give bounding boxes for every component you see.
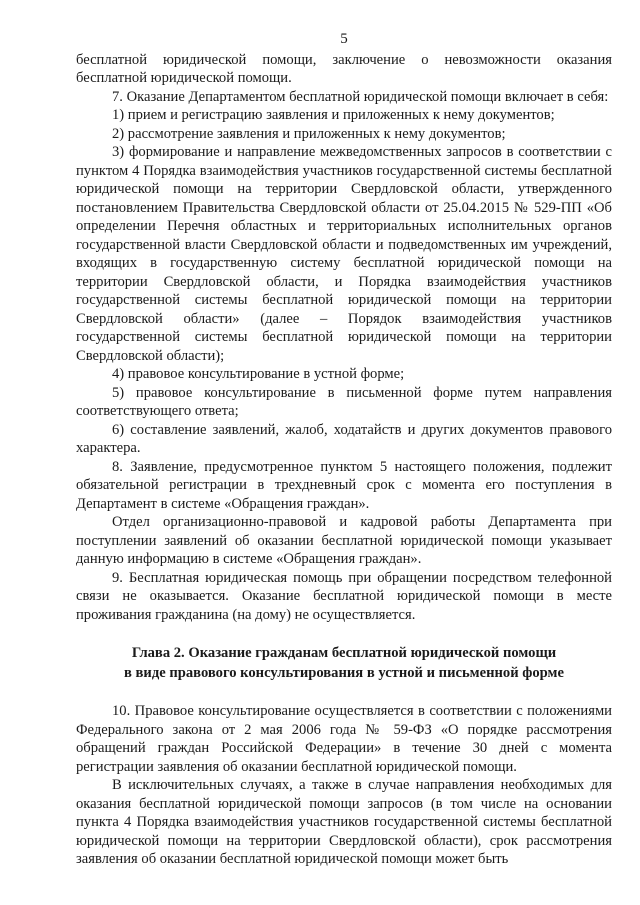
paragraph-item-9: 9. Бесплатная юридическая помощь при обращении посредством телефонной связи не оказывается. Оказание бесплатной юридической помощи в месте проживания гражданина (на дому) не осуществляется.	[76, 569, 612, 623]
list-item-4: 4) правовое консультирование в устной форме;	[112, 366, 405, 382]
chapter-heading-line-1: Глава 2. Оказание гражданам бесплатной юридической помощи	[131, 645, 557, 661]
chapter-heading-line-2: в виде правового консультирования в устной и письменной форме	[124, 665, 564, 681]
document-page	[76, 30, 612, 869]
paragraph-item-7: 7. Оказание Департаментом бесплатной юридической помощи включает в себя:	[112, 88, 609, 105]
list-item-5: 5) правовое консультирование в письменной форме путем направления соответствующего ответа;	[76, 384, 612, 419]
paragraph-department-note: Отдел организационно-правовой и кадровой работы Департамента при поступлении заявлений об оказании бесплатной юридической помощи указывает данную информацию в системе «Обращения граждан».	[76, 514, 612, 567]
list-item-2: 2) рассмотрение заявления и приложенных к нему документов;	[112, 125, 506, 142]
paragraph-continuation: бесплатной юридической помощи, заключение о невозможности оказания бесплатной юридической помощи.	[76, 51, 612, 86]
paragraph-exceptional-cases: В исключительных случаях, а также в случае направления необходимых для оказания бесплатной юридической помощи запросов (в том числе на основании пункта 4 Порядка взаимодействия участников государственной системы бесплатной юридической помощи на территории Свердловской области), срок рассмотрения заявления об оказании бесплатной юридической помощи может быть	[76, 777, 612, 867]
list-item-6: 6) составление заявлений, жалоб, ходатайств и других документов правового характера.	[76, 421, 612, 456]
paragraph-item-10: 10. Правовое консультирование осуществляется в соответствии с положениями Федерального закона от 2 мая 2006 года № 59-ФЗ «О порядке рассмотрения обращений граждан Российской Федерации» в течение 30 дней с момента регистрации заявления об оказании бесплатной юридической помощи.	[76, 703, 612, 775]
list-item-1: 1) прием и регистрацию заявления и приложенных к нему документов;	[112, 107, 555, 123]
paragraph-item-8: 8. Заявление, предусмотренное пунктом 5 настоящего положения, подлежит обязательной регистрации в трехдневный срок с момента его поступления в Департамент в системе «Обращения граждан».	[76, 458, 612, 512]
page-number: 5	[340, 31, 348, 47]
list-item-3: 3) формирование и направление межведомственных запросов в соответствии с пунктом 4 Порядка взаимодействия участников государственной системы бесплатной юридической помощи на территории Свердловской области, утвержденного постановлением Правительства Свердловской области от 25.04.2015 № 529-ПП «Об определении Перечня областных и территориальных исполнительных органов государственной власти Свердловской области и подведомственных им учреждений, входящих в государственную систему бесплатной юридической помощи на территории Свердловской области, и Порядка взаимодействия участников государственной системы бесплатной юридической помощи на территории Свердловской области» (далее – Порядок взаимодействия участников государственной системы бесплатной юридической помощи на территории Свердловской области);	[76, 144, 612, 364]
chapter-heading	[76, 643, 612, 683]
